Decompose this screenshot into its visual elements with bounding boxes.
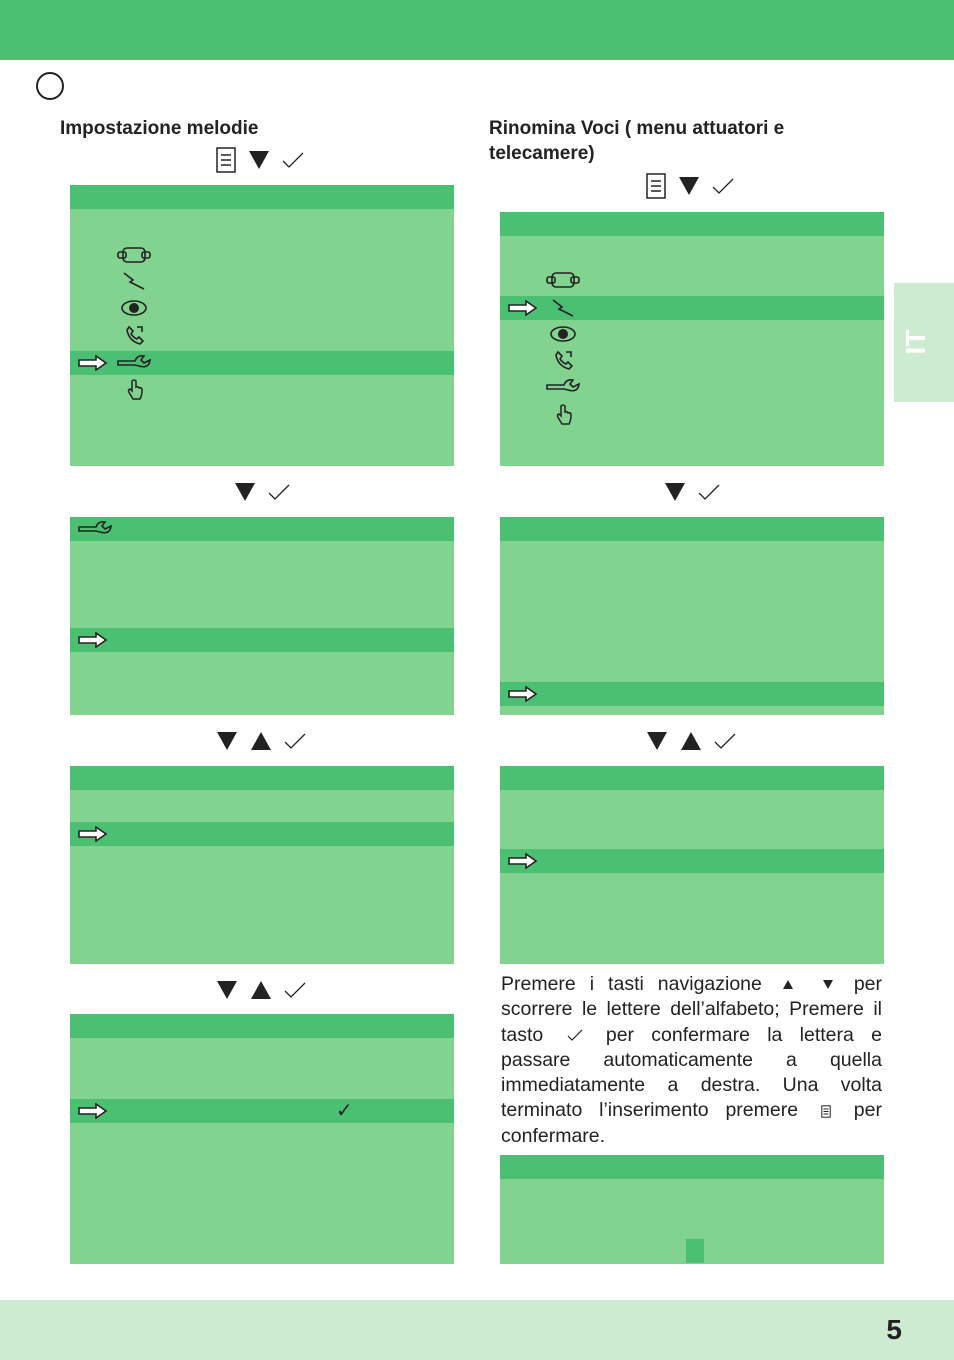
nav-keys-row [664,479,720,505]
eye-icon [120,298,148,318]
page-number: 5 [886,1314,902,1345]
check-key-icon [284,981,306,999]
right-screen-actuators [500,517,884,715]
down-key-icon [248,150,270,170]
down-key-icon [216,731,238,751]
text-cursor [686,1239,704,1263]
selection-bar [70,628,454,652]
selection-bar [70,822,454,846]
selection-bar [500,849,884,873]
nav-keys-row [216,728,306,754]
intercom-icon [546,270,580,290]
nav-keys-row [646,728,736,754]
instruction-text-4: per confermare. [501,1099,882,1147]
screen-header-bar [70,766,454,790]
down-key-icon [234,482,256,502]
nav-keys-row [216,977,306,1003]
phone-icon [553,349,575,371]
selection-arrow-icon [78,632,108,648]
check-key-icon [567,1029,583,1042]
phone-icon [124,324,146,346]
menu-key-icon [216,147,236,173]
screen-header-bar [500,766,884,790]
selection-arrow-icon [508,300,538,316]
lightning-icon [122,271,146,291]
right-screen-item-list [500,766,884,964]
selection-arrow-icon [78,355,108,371]
hand-pointer-icon [555,404,573,426]
screen-header-bar [500,212,884,236]
left-screen-settings [70,517,454,715]
check-key-icon [282,151,304,169]
up-key-icon [250,731,272,751]
eye-icon [549,324,577,344]
nav-keys-row [216,147,304,173]
check-key-icon [284,732,306,750]
screen-header-bar [500,1155,884,1179]
menu-key-icon [646,173,666,199]
down-key-icon [678,176,700,196]
left-screen-melody-list [70,766,454,964]
selection-arrow-icon [78,826,108,842]
selection-bar [500,682,884,706]
up-key-icon [782,979,794,990]
lightning-icon [551,298,575,318]
instruction-text-2: per scorrere le lettere dell’alfabeto; Premere il tasto [501,973,883,1046]
down-key-icon [664,482,686,502]
up-key-icon [680,731,702,751]
down-key-icon [822,979,834,990]
language-tab [894,283,954,402]
down-key-icon [216,980,238,1000]
screen-header-bar [70,1014,454,1038]
wrench-icon [78,520,112,538]
left-screen-main-menu [70,185,454,466]
hand-pointer-icon [126,379,144,401]
section-title-melodie: Impostazione melodie [60,118,259,139]
check-key-icon [714,732,736,750]
up-key-icon [250,980,272,1000]
nav-keys-row [646,173,734,199]
down-key-icon [646,731,668,751]
nav-keys-row [234,479,290,505]
check-key-icon [698,483,720,501]
circle-marker [36,72,64,100]
instruction-paragraph [501,972,882,1149]
selection-arrow-icon [508,686,538,702]
instruction-text-3: per confermare la lettera e passare automaticamente a quella immediatamente a destra. Una volta terminato l’inserimento premere [501,1023,882,1122]
left-screen-melody-select [70,1014,454,1264]
selection-arrow-icon [508,853,538,869]
check-key-icon [268,483,290,501]
language-tab-label: IT [900,329,931,355]
right-screen-rename [500,1155,884,1264]
screen-header-bar [500,517,884,541]
check-key-icon [712,177,734,195]
selection-arrow-icon [78,1103,108,1119]
intercom-icon [117,245,151,265]
selection-bar [70,1099,454,1123]
selected-check-mark: ✓ [336,1098,353,1122]
right-screen-main-menu [500,212,884,466]
top-band [0,0,954,60]
instruction-text-1: Premere i tasti navigazione [501,973,762,995]
screen-header-bar [70,517,454,541]
wrench-icon [117,354,151,372]
bottom-band [0,1300,954,1360]
section-title-rinomina: Rinomina Voci ( menu attuatori e telecamere) [489,118,785,164]
menu-key-icon [821,1105,831,1118]
screen-header-bar [70,185,454,209]
wrench-icon [546,378,580,396]
